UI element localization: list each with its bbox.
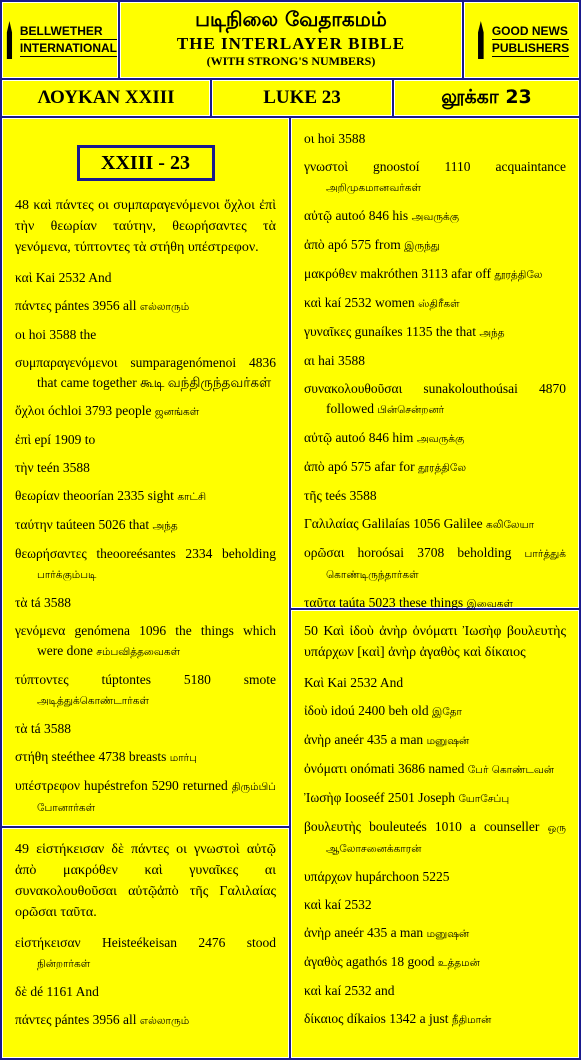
verse-48-text: 48 καὶ πάντες οι συμπαραγενόμενοι ὄχλοι ἐπὶ τὴν θεωρίαν ταύτην, θεωρήσαντες τὰ γενόμενα, τύπτοντες τὰ στήθη υπέστρεφον. <box>15 198 276 255</box>
word-gloss: τὰ tá 3588 <box>15 721 71 736</box>
word-gloss: Ἰωσὴφ Iooseéf 2501 Joseph <box>304 790 459 805</box>
chapter-label: XXIII - 23 <box>77 145 215 181</box>
tamil-gloss: ஒரு ஆலோசனைக்காரன் <box>326 822 566 855</box>
word-entry <box>304 730 566 751</box>
word-entry <box>15 430 276 450</box>
word-entry <box>304 351 566 371</box>
word-gloss: βουλευτὴς bouleuteés 1010 a counseller <box>304 819 548 834</box>
right-column-49 <box>291 118 579 608</box>
word-entry <box>304 235 566 256</box>
tamil-gloss: தூரத்திலே <box>417 462 467 474</box>
word-gloss: δίκαιος díkaios 1342 a just <box>304 1011 452 1026</box>
word-gloss: τὴν teén 3588 <box>15 460 90 475</box>
word-entry <box>304 428 566 449</box>
tamil-gloss: தூரத்திலே <box>494 269 543 281</box>
word-entry <box>304 817 566 859</box>
word-gloss: γνωστοὶ gnoostoí 1110 acquaintance <box>304 159 566 174</box>
word-entry <box>15 353 276 393</box>
word-entry <box>15 296 276 317</box>
ref-tamil: லூக்கா 23 <box>394 80 579 116</box>
verse-50-text: 50 Καὶ ἰδοὺ ἀνὴρ ὀνόματι Ἰωσὴφ βουλευτὴς υπάρχων [καὶ] ἀνὴρ ἀγαθὸς καὶ δίκαιος <box>304 624 566 660</box>
word-gloss: οι hoi 3588 the <box>15 327 97 342</box>
tamil-gloss: திரும்பிப் போனார்கள் <box>37 781 276 814</box>
word-gloss: ταύτην taúteen 5026 that <box>15 517 153 532</box>
word-gloss: γενόμενα genómena 1096 the things which were done <box>15 623 276 658</box>
word-entry <box>304 129 566 149</box>
tamil-gloss: இருந்து <box>404 240 440 252</box>
word-gloss: καὶ kaí 2532 <box>304 897 372 912</box>
word-gloss: Καὶ Kai 2532 And <box>304 675 404 690</box>
title-block <box>120 2 462 78</box>
word-entry <box>304 322 566 343</box>
word-entry <box>15 747 276 768</box>
verse-49-entries-continued <box>304 129 566 614</box>
word-entry <box>304 895 566 915</box>
tamil-gloss: காட்சி <box>177 491 207 503</box>
word-entry <box>15 268 276 288</box>
tamil-gloss: அறிமுகமானவர்கள் <box>326 182 421 194</box>
word-gloss: ὀνόματι onómati 3686 named <box>304 761 468 776</box>
word-gloss: στήθη steéthee 4738 breasts <box>15 749 170 764</box>
tamil-gloss: அந்த <box>152 520 178 532</box>
tamil-gloss: அவருக்கு <box>416 433 465 445</box>
word-entry <box>304 293 566 314</box>
word-gloss: μακρόθεν makróthen 3113 afar off <box>304 266 495 281</box>
verse-49-entries <box>15 933 276 1031</box>
left-column-49 <box>2 828 289 1058</box>
word-gloss: ἀπὸ apó 575 from <box>304 237 405 252</box>
tamil-gloss: அவருக்கு <box>411 211 460 223</box>
tamil-gloss: இவைகள் <box>466 598 513 610</box>
verse-48-entries <box>15 268 276 818</box>
ref-greek: ΛΟΥΚΑΝ XXIII <box>2 80 210 116</box>
bellwether-icon <box>3 21 16 59</box>
tamil-gloss: பார்த்துக் கொண்டிருந்தார்கள் <box>326 548 566 581</box>
word-gloss: εἱστήκεισαν Heisteékeisan 2476 stood <box>15 935 276 950</box>
word-entry <box>304 379 566 420</box>
word-entry <box>304 981 566 1001</box>
tamil-gloss: இதோ <box>432 706 463 718</box>
word-entry <box>15 486 276 507</box>
word-gloss: συνακολουθοῦσαι sunakolouthoúsai 4870 followed <box>304 381 566 416</box>
word-gloss: οι hoi 3588 <box>304 131 366 146</box>
word-gloss: αι hai 3588 <box>304 353 365 368</box>
word-gloss: υπέστρεφον hupéstrefon 5290 returned <box>15 778 232 793</box>
word-gloss: ἀνὴρ aneér 435 a man <box>304 732 427 747</box>
word-entry <box>304 514 566 535</box>
word-gloss: ορῶσαι horoósai 3708 beholding <box>304 545 525 560</box>
word-gloss: αὐτῷ autoó 846 his <box>304 208 412 223</box>
tamil-gloss: அடித்துக்கொண்டார்கள் <box>37 695 149 707</box>
tamil-gloss: நீதிமான் <box>451 1014 492 1026</box>
word-entry <box>15 401 276 422</box>
tamil-gloss: எல்லாரும் <box>139 301 190 313</box>
word-gloss: ταῦτα taúta 5023 these things <box>304 595 467 610</box>
word-gloss: γυναῖκες gunaíkes 1135 the that <box>304 324 480 339</box>
word-gloss: Γαλιλαίας Galilaías 1056 Galilee <box>304 516 487 531</box>
tamil-gloss: உத்தமன் <box>437 957 480 969</box>
word-gloss: καὶ Kai 2532 And <box>15 270 112 285</box>
word-entry <box>15 621 276 662</box>
word-entry <box>304 1009 566 1030</box>
word-entry <box>304 264 566 285</box>
word-entry <box>304 543 566 585</box>
good-news-icon <box>474 21 488 59</box>
verse-49-text: 49 εἱστήκεισαν δὲ πάντες οι γνωστοὶ αὐτῷ ἀπὸ μακρόθεν καὶ γυναῖκες αι συνακολουθοῦσαι αὐτῷἀπὸ τῆς Γαλιλαίας ορῶσαι ταῦτα. <box>15 842 276 920</box>
word-gloss: συμπαραγενόμενοι sumparagenómenoi 4836 that came together கூடி வந்திருந்தவர்கள் <box>15 355 276 390</box>
tamil-gloss: ஸ்திரீகள் <box>418 298 460 310</box>
word-entry <box>304 952 566 973</box>
word-gloss: θεωρήσαντες theooreésantes 2334 beholding <box>15 546 276 561</box>
word-entry <box>304 157 566 198</box>
word-entry <box>304 788 566 809</box>
tamil-gloss: யோசேப்பு <box>458 793 510 805</box>
word-entry <box>304 486 566 506</box>
word-gloss: υπάρχων hupárchoon 5225 <box>304 869 450 884</box>
title-tamil: படிநிலை வேதாகமம் <box>195 7 387 31</box>
word-gloss: καὶ kaí 2532 and <box>304 983 395 998</box>
word-gloss: αὐτῷ autoó 846 him <box>304 430 417 445</box>
word-gloss: πάντες pántes 3956 all <box>15 1012 140 1027</box>
word-entry <box>304 759 566 780</box>
tamil-gloss: நின்றார்கள் <box>37 958 91 970</box>
word-gloss: ἰδοὺ idoú 2400 beh old <box>304 703 433 718</box>
ref-english: LUKE 23 <box>212 80 392 116</box>
tamil-gloss: ஜனங்கள் <box>154 406 200 418</box>
tamil-gloss: மனுஷன் <box>426 928 470 940</box>
word-entry <box>15 719 276 739</box>
word-entry <box>304 923 566 944</box>
word-gloss: ἀπὸ apó 575 afar for <box>304 459 418 474</box>
good-news-logo <box>464 2 579 78</box>
word-entry <box>15 933 276 974</box>
word-entry <box>15 544 276 585</box>
tamil-gloss: கலிலேயா <box>486 519 535 531</box>
tamil-gloss: மனுஷன் <box>426 735 470 747</box>
word-gloss: τὰ tá 3588 <box>15 595 71 610</box>
word-entry <box>15 776 276 818</box>
word-gloss: θεωρίαν theoorían 2335 sight <box>15 488 178 503</box>
word-gloss: δὲ dé 1161 And <box>15 984 99 999</box>
word-gloss: ἀγαθὸς agathós 18 good <box>304 954 438 969</box>
word-gloss: τῆς teés 3588 <box>304 488 377 503</box>
word-entry <box>15 325 276 345</box>
verse-50-entries <box>304 673 566 1030</box>
logo-line-1: BELLWETHER <box>20 23 117 40</box>
word-gloss: τύπτοντες túptontes 5180 smote <box>15 672 276 687</box>
logo-line-1: GOOD NEWS <box>491 24 568 38</box>
logo-line-2: INTERNATIONAL <box>19 41 117 55</box>
word-entry <box>304 206 566 227</box>
tamil-gloss: எல்லாரும் <box>139 1015 190 1027</box>
tamil-gloss: பார்க்கும்படி <box>37 569 97 581</box>
right-column-50 <box>291 610 579 1058</box>
word-entry <box>304 457 566 478</box>
logo-line-2: PUBLISHERS <box>491 41 570 55</box>
word-entry <box>15 1010 276 1031</box>
tamil-gloss: சம்பவித்தவைகள் <box>96 646 181 658</box>
bellwether-logo <box>2 2 118 78</box>
tamil-gloss: பேர் கொண்டவன் <box>467 764 555 776</box>
word-gloss: ἀνὴρ aneér 435 a man <box>304 925 427 940</box>
word-gloss: ἐπὶ epí 1909 to <box>15 432 96 447</box>
tamil-gloss: பின்சென்றனர் <box>377 404 445 416</box>
left-column-48 <box>2 118 289 826</box>
title-subtitle: (WITH STRONG'S NUMBERS) <box>206 54 376 68</box>
title-english: THE INTERLAYER BIBLE <box>176 34 406 53</box>
word-gloss: καὶ kaí 2532 women <box>304 295 419 310</box>
word-entry <box>15 458 276 478</box>
tamil-gloss: அந்த <box>479 327 505 339</box>
word-entry <box>15 982 276 1002</box>
word-entry <box>304 701 566 722</box>
word-gloss: ὄχλοι óchloi 3793 people <box>15 403 155 418</box>
tamil-gloss: மார்பு <box>169 752 197 764</box>
word-entry <box>15 515 276 536</box>
word-gloss: πάντες pántes 3956 all <box>15 298 140 313</box>
word-entry <box>304 867 566 887</box>
word-entry <box>304 673 566 693</box>
word-entry <box>15 670 276 711</box>
word-entry <box>15 593 276 613</box>
